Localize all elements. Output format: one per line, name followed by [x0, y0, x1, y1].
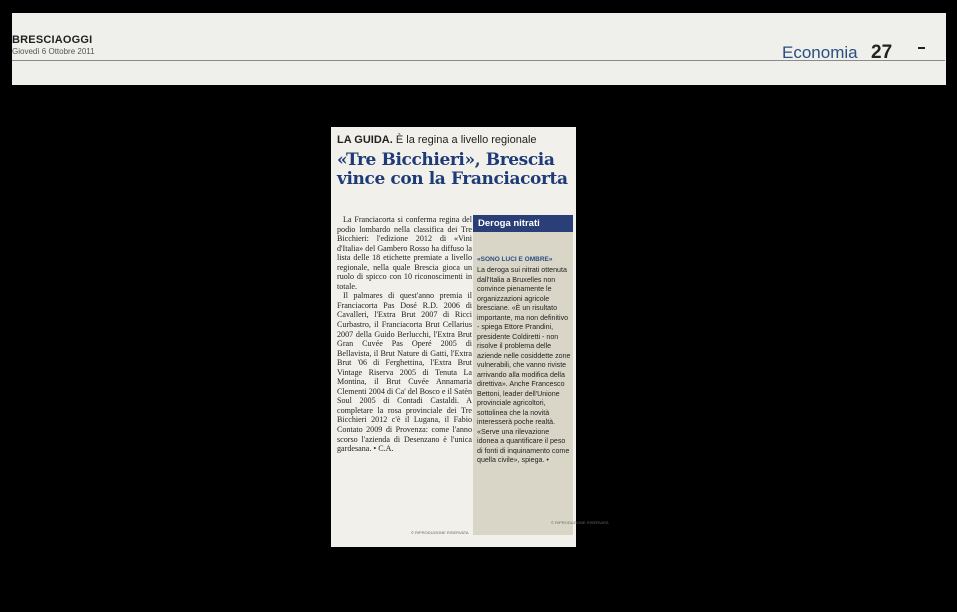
publication-name: BRESCIAOGGI — [12, 34, 93, 46]
section-name: Economia — [782, 43, 858, 62]
sidebar-text: La deroga sui nitrati ottenuta dall'Italia a Bruxelles non convince pienamente le organizzazioni agricole bresciane. «È un risultato importante, ma non definitivo - spiega Ettore Prandini, presidente Coldiretti - non risolve il problema delle aziende nelle cosiddette zone vulnerabili, che vanno riviste arrivando alla modifica della direttiva». Anche Francesco Bettoni, leader dell'Unione provinciale agricoltori, sottolinea che la novità interesserà poche realtà. «Serve una rilevazione idonea a quantificare il peso di fonti di inquinamento come quella civile», spiega. • — [477, 266, 571, 464]
corner-mark — [918, 47, 925, 49]
publication-date: Giovedì 6 Ottobre 2011 — [12, 47, 95, 56]
article-body — [337, 215, 472, 535]
page-number: 27 — [871, 42, 893, 63]
sidebar-kicker: «SONO LUCI E OMBRE» — [477, 256, 553, 263]
sidebar-box — [473, 215, 573, 535]
article-kicker — [337, 134, 537, 146]
article-clipping — [331, 127, 609, 547]
article-paragraph: Il palmares di quest'anno premia il Franciacorta Pas Dosé R.D. 2006 di Cavalleri, l'Extra Brut 2007 di Ricci Curbastro, il Franciacorta Brut Cellarius 2007 della Guido Berlucchi, l'Extra Brut Gran Cuvée Pas Operé 2005 di Bellavista, il Brut Nature di Gatti, l'Extra Brut '06 di Ferghettina, l'Extra Brut Vintage Riserva 2005 di Tenuta La Montina, il Brut Cuvée Annamaria Clementi 2004 di Ca' del Bosco e il Satèn Soul 2005 di Contadi Castaldi. A completare la rosa provinciale dei Tre Bicchieri 2012 c'è il Lugana, il Fabio Contato 2009 di Provenza: come l'anno scorso l'azienda di Desenzano è l'unica gardesana. • C.A. — [337, 291, 472, 454]
kicker-text: È la regina a livello regionale — [395, 134, 537, 146]
article-credit: © RIPRODUZIONE RISERVATA — [411, 530, 469, 535]
sidebar-title: Deroga nitrati — [473, 215, 573, 232]
article-paragraph: La Franciacorta si conferma regina del podio lombardo nella classifica dei Tre Bicchieri: l'edizione 2012 di «Vini d'Italia» del Gambero Rosso ha diffuso la lista delle 18 etichette premiate a livello regionale, nella quale Brescia gioca un ruolo di spicco con 10 riconoscimenti in totale. — [337, 215, 472, 291]
kicker-label: LA GUIDA. — [337, 134, 393, 146]
sidebar-credit: © RIPRODUZIONE RISERVATA — [551, 520, 609, 525]
article-headline: «Tre Bicchieri», Brescia vince con la Franciacorta — [337, 150, 568, 189]
